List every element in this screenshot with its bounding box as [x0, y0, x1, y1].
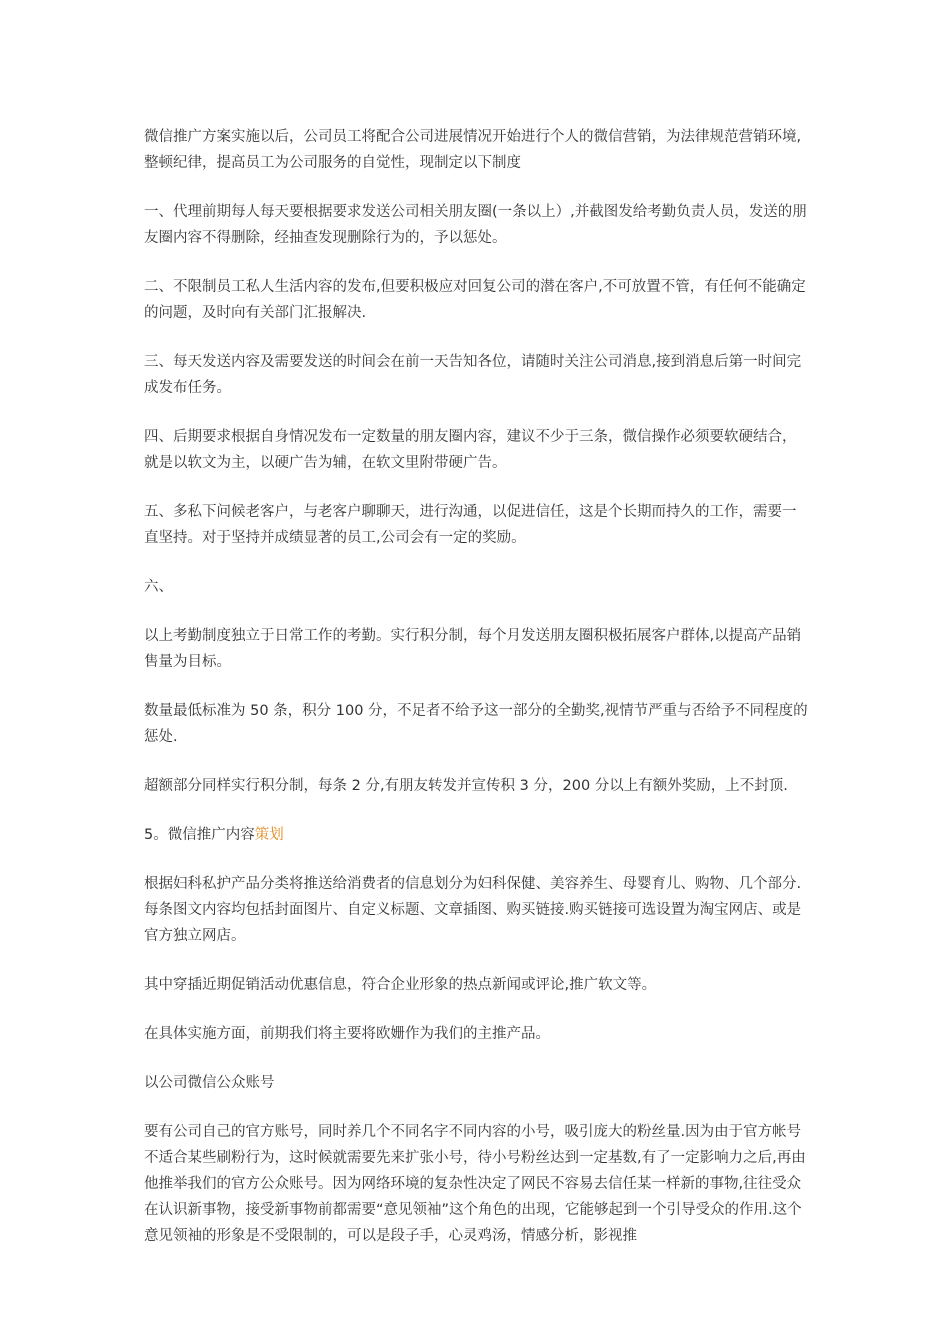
section-5-heading — [144, 822, 808, 848]
official-account-paragraph: 要有公司自己的官方账号，同时养几个不同名字不同内容的小号，吸引庞大的粉丝量.因为由于官方帐号不适合某些刷粉行为，这时候就需要先来扩张小号，待小号粉丝达到一定基数,有了一定影响力之后,再由他推举我们的官方公众账号。因为网络环境的复杂性决定了网民不容易去信任某一样新的事物,往往受众在认识新事物，接受新事物前都需要“意见领袖”这个角色的出现，它能够起到一个引导受众的作用.这个意见领袖的形象是不受限制的，可以是段子手，心灵鸡汤，情感分析，影视推 — [144, 1124, 806, 1244]
content-category-paragraph: 根据妇科私护产品分类将推送给消费者的信息划分为妇科保健、美容养生、母婴育儿、购物、几个部分.每条图文内容均包括封面图片、自定义标题、文章插图、购买链接.购买链接可选设置为淘宝网店、或是官方独立网店。 — [144, 876, 802, 944]
minimum-standard-paragraph: 数量最低标准为 50 条，积分 100 分，不足者不给予这一部分的全勤奖,视情节严重与否给予不同程度的惩处. — [144, 703, 808, 745]
planning-link[interactable]: 策划 — [254, 827, 284, 843]
public-account-paragraph: 以公司微信公众账号 — [144, 1075, 275, 1091]
document-body — [144, 124, 808, 1272]
rule-1-paragraph: 一、代理前期每人每天要根据要求发送公司相关朋友圈(一条以上）,并截图发给考勤负责人员，发送的朋友圈内容不得删除，经抽查发现删除行为的，予以惩处。 — [144, 204, 807, 246]
rule-5-paragraph: 五、多私下问候老客户，与老客户聊聊天，进行沟通，以促进信任，这是个长期而持久的工作，需要一直坚持。对于坚持并成绩显著的员工,公司会有一定的奖励。 — [144, 504, 797, 546]
excess-points-paragraph: 超额部分同样实行积分制，每条 2 分,有朋友转发并宣传积 3 分，200 分以上有额外奖励，上不封顶. — [144, 778, 788, 794]
rule-3-paragraph: 三、每天发送内容及需要发送的时间会在前一天告知各位，请随时关注公司消息,接到消息后第一时间完成发布任务。 — [144, 354, 802, 396]
main-product-paragraph: 在具体实施方面，前期我们将主要将欧姗作为我们的主推产品。 — [144, 1026, 550, 1042]
section-5-heading-text: 5。微信推广内容 — [144, 827, 255, 843]
rule-2-paragraph: 二、不限制员工私人生活内容的发布,但要积极应对回复公司的潜在客户,不可放置不管，有任何不能确定的问题，及时向有关部门汇报解决. — [144, 279, 806, 321]
rule-4-paragraph: 四、后期要求根据自身情况发布一定数量的朋友圈内容，建议不少于三条，微信操作必须要软硬结合，就是以软文为主，以硬广告为辅，在软文里附带硬广告。 — [144, 429, 797, 471]
rule-6-paragraph: 六、 — [144, 579, 173, 595]
intro-paragraph: 微信推广方案实施以后，公司员工将配合公司进展情况开始进行个人的微信营销，为法律规范营销环境,整顿纪律，提高员工为公司服务的自觉性，现制定以下制度 — [144, 129, 802, 171]
promotion-info-paragraph: 其中穿插近期促销活动优惠信息，符合企业形象的热点新闻或评论,推广软文等。 — [144, 977, 657, 993]
attendance-paragraph: 以上考勤制度独立于日常工作的考勤。实行积分制，每个月发送朋友圈积极拓展客户群体,以提高产品销售量为目标。 — [144, 628, 802, 670]
